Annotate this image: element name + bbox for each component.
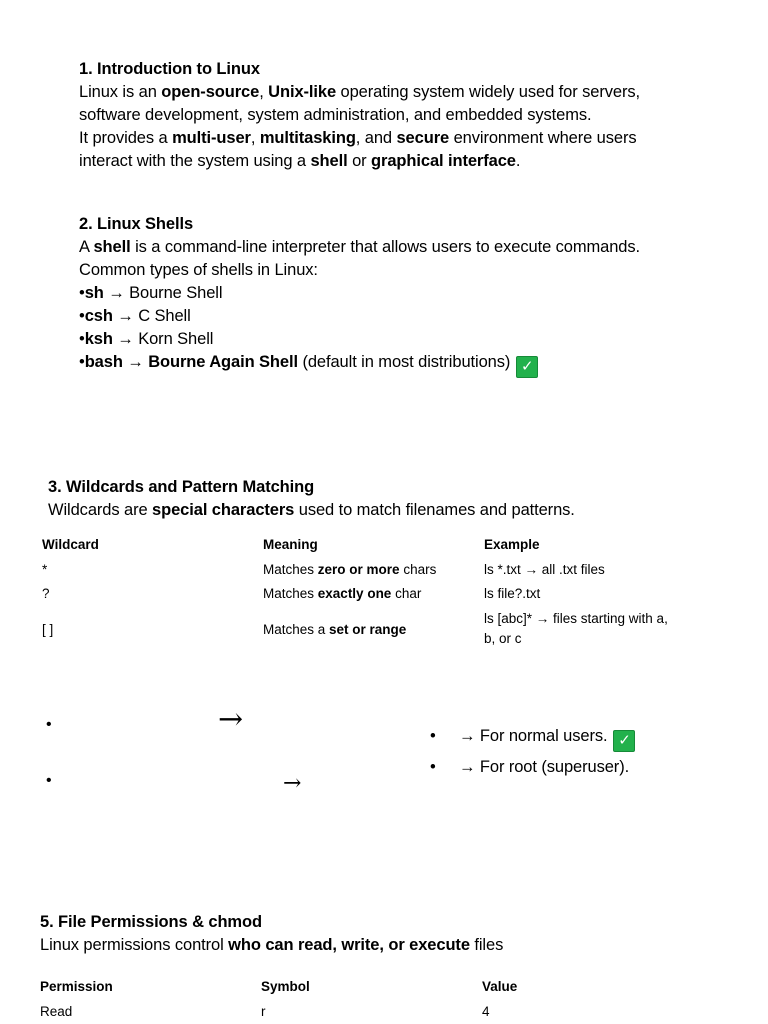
shell-desc: C Shell [138, 307, 191, 325]
table-cell-value: 4 [482, 1004, 490, 1019]
table-header-meaning: Meaning [263, 537, 318, 552]
text: . [515, 152, 521, 170]
text: Wildcards are [48, 501, 153, 519]
bullet: • [79, 307, 85, 325]
shell-list-item-bash [79, 351, 538, 378]
list-item-text: → For normal users. [459, 727, 608, 745]
text: Matches [263, 562, 318, 577]
section-1-line-3 [79, 127, 637, 150]
section-3-line-1 [48, 499, 575, 522]
text: char [391, 586, 422, 601]
text: A [79, 238, 94, 256]
shell-desc: Bourne Shell [129, 284, 223, 302]
arrow-icon: → [218, 702, 244, 737]
bullet: • [430, 727, 436, 745]
table-cell-example: ls *.txt → all .txt files [484, 562, 605, 577]
bullet: • [79, 353, 85, 371]
table-cell-example: b, or c [484, 631, 522, 646]
text-bold: multitasking [259, 129, 356, 147]
text-bold: zero or more [317, 562, 400, 577]
section-1-line-2: software development, system administration, and embedded systems. [79, 106, 592, 124]
text: , [250, 129, 260, 147]
list-item [430, 756, 629, 779]
section-2-line-2: Common types of shells in Linux: [79, 261, 318, 279]
section-5-line-1 [40, 934, 503, 957]
shell-name: ksh [84, 330, 113, 348]
table-header-permission: Permission [40, 979, 113, 994]
table-header-value: Value [482, 979, 518, 994]
table-cell-meaning [263, 621, 406, 639]
check-mark-icon: ✓ [516, 356, 538, 378]
text-bold: special characters [152, 501, 295, 519]
text: Matches [263, 586, 318, 601]
shell-desc: Korn Shell [138, 330, 214, 348]
table-cell-meaning [263, 561, 436, 579]
bullet: • [79, 284, 85, 302]
text-bold: who can read, write, or execute [228, 936, 470, 954]
shell-desc: Bourne Again Shell [148, 353, 298, 371]
text: operating system widely used for servers, [336, 83, 640, 101]
section-2-line-1 [79, 236, 640, 259]
shell-list-item [79, 328, 213, 351]
text: interact with the system using a [79, 152, 311, 170]
table-header-example: Example [484, 537, 540, 552]
text-bold: shell [93, 238, 131, 256]
text-bold: exactly one [317, 586, 392, 601]
arrow-icon: → [112, 307, 139, 325]
text-bold: multi-user [172, 129, 251, 147]
section-1-line-4 [79, 150, 520, 173]
section-1-title: 1. Introduction to Linux [79, 60, 260, 78]
arrow-icon: → [112, 330, 139, 348]
text: Linux is an [79, 83, 162, 101]
text: , [259, 83, 269, 101]
bullet: • [46, 716, 52, 733]
text: is a command-line interpreter that allows users to execute commands. [130, 238, 641, 256]
section-3-title: 3. Wildcards and Pattern Matching [48, 478, 315, 496]
table-cell-symbol: r [261, 1004, 266, 1019]
text: environment where users [449, 129, 637, 147]
text-bold: set or range [329, 622, 407, 637]
list-item [430, 725, 635, 752]
shell-list-item [79, 282, 222, 305]
arrow-icon: → [103, 284, 130, 302]
arrow-icon: → [122, 353, 149, 371]
table-cell-meaning [263, 585, 421, 603]
table-header-symbol: Symbol [261, 979, 310, 994]
table-cell-wildcard: ? [42, 586, 50, 601]
text: It provides a [79, 129, 173, 147]
table-cell-wildcard: [ ] [42, 622, 54, 637]
shell-list-item [79, 305, 191, 328]
text-bold: secure [396, 129, 450, 147]
section-1-line-1 [79, 81, 640, 104]
shell-note: (default in most distributions) [297, 353, 511, 371]
text: , and [355, 129, 397, 147]
table-cell-wildcard: * [42, 562, 48, 577]
text-bold: open-source [161, 83, 260, 101]
text: Linux permissions control [40, 936, 229, 954]
text: or [347, 152, 372, 170]
text-bold: graphical interface [371, 152, 516, 170]
arrow-icon: → [283, 771, 302, 796]
table-cell-example: ls [abc]* → files starting with a, [484, 611, 668, 626]
section-2-title: 2. Linux Shells [79, 215, 194, 233]
table-cell-example: ls file?.txt [484, 586, 541, 601]
text: used to match filenames and patterns. [294, 501, 575, 519]
text-bold: Unix-like [268, 83, 337, 101]
text: chars [399, 562, 437, 577]
shell-name: bash [84, 353, 123, 371]
list-item-text: → For root (superuser). [459, 758, 630, 776]
shell-name: csh [84, 307, 113, 325]
section-5-title: 5. File Permissions & chmod [40, 913, 262, 931]
check-mark-icon: ✓ [613, 730, 635, 752]
bullet: • [430, 758, 436, 776]
text-bold: shell [310, 152, 348, 170]
bullet: • [46, 772, 52, 789]
shell-name: sh [84, 284, 104, 302]
table-header-wildcard: Wildcard [42, 537, 99, 552]
bullet: • [79, 330, 85, 348]
text: Matches a [263, 622, 330, 637]
table-cell-permission: Read [40, 1004, 73, 1019]
text: files [469, 936, 504, 954]
